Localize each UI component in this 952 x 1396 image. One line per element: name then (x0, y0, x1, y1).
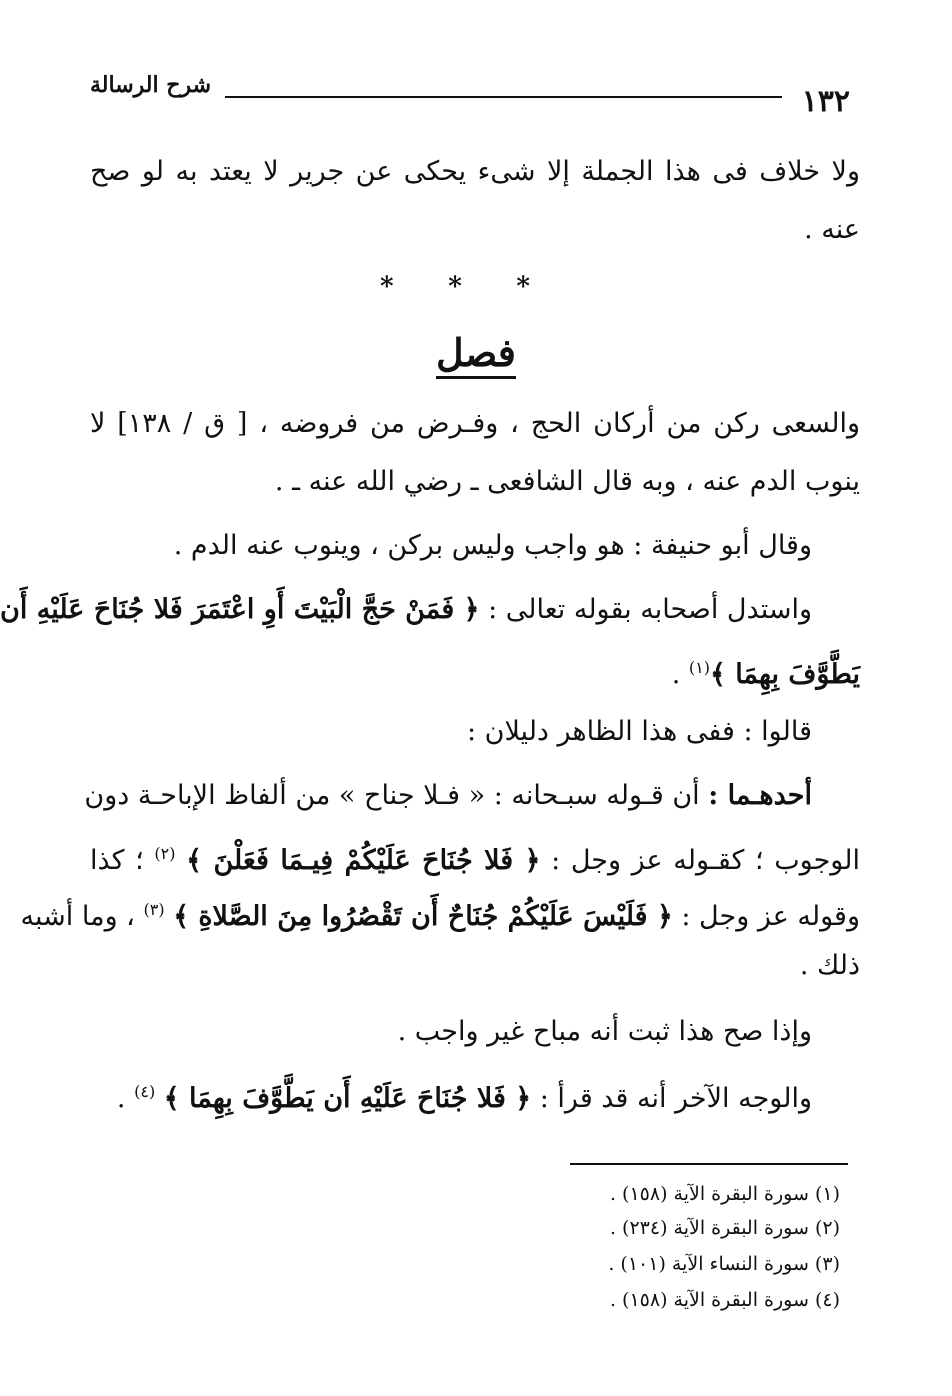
star-ornament: * (380, 272, 394, 302)
quran-verse: يَطَّوَّفَ بِهِمَا ﴾ (709, 659, 860, 690)
header-rule (225, 96, 782, 98)
text-line (90, 834, 860, 881)
footnote-ref: (٢) (154, 844, 176, 863)
line-end: . (116, 1083, 126, 1114)
section-title: فصل (436, 330, 516, 375)
footnote: (٣) سورة النساء الآية (١٠١) . (608, 1253, 840, 1275)
page-header (90, 72, 860, 119)
quran-verse: ﴿ فَلا جُنَاحَ عَلَيْهِ أَن يَطَّوَّفَ بِهِمَا ﴾ (163, 1083, 532, 1114)
text-line: والسعى ركن من أركان الحج ، وفـرض من فروضه ، [ ق / ١٣٨] لا (90, 408, 860, 439)
text-line (0, 590, 812, 630)
line-end: ، وما أشبه (20, 901, 135, 932)
footnote: (٢) سورة البقرة الآية (٢٣٤) . (609, 1217, 840, 1239)
star-ornament: * (516, 272, 530, 302)
text-line: ولا خلاف فى هذا الجملة إلا شىء يحكى عن جرير لا يعتد به لو صح (90, 156, 860, 187)
quran-verse: ﴿ فَمَنْ حَجَّ الْبَيْتَ أَوِ اعْتَمَرَ فَلا جُنَاحَ عَلَيْهِ أَن (0, 594, 480, 625)
page-number: ١٣٢ (801, 84, 850, 119)
footnote: (١) سورة البقرة الآية (١٥٨) . (609, 1183, 840, 1205)
text-line (20, 890, 860, 937)
text-line: ينوب الدم عنه ، وبه قال الشافعى ـ رضي الله عنه ـ . (274, 466, 860, 497)
text-line: قالوا : ففى هذا الظاهر دليلان : (466, 716, 812, 747)
quran-verse: ﴿ فَلَيْسَ عَلَيْكُمْ جُنَاحٌ أَن تَقْصُرُوا مِنَ الصَّلاةِ ﴾ (173, 901, 673, 932)
line-text: أن قـوله سبـحانه : « فـلا جناح » من ألفاظ الإباحـة دون (84, 780, 700, 811)
line-text: وقوله عز وجل : (681, 901, 860, 932)
line-end: . (671, 659, 681, 690)
text-line: ذلك . (799, 950, 860, 981)
section-separator (380, 272, 530, 302)
line-text: الوجوب ؛ كقـوله عز وجل : (551, 845, 860, 876)
footnote-ref: (٤) (134, 1082, 156, 1101)
text-line (90, 1072, 812, 1119)
quran-verse: ﴿ فَلا جُنَاحَ عَلَيْكُمْ فِيـمَا فَعَلْنَ ﴾ (186, 845, 541, 876)
footnote-rule (570, 1163, 848, 1165)
line-text: والوجه الآخر أنه قد قرأ : (539, 1083, 812, 1114)
text-line (90, 648, 860, 695)
footnote: (٤) سورة البقرة الآية (١٥٨) . (609, 1289, 840, 1311)
line-text: واستدل أصحابه بقوله تعالى : (488, 594, 812, 625)
star-ornament: * (448, 272, 462, 302)
text-line: عنه . (804, 214, 860, 245)
running-title: شرح الرسالة (90, 72, 212, 98)
text-line: وإذا صح هذا ثبت أنه مباح غير واجب . (397, 1016, 812, 1047)
line-end: ؛ كذا (90, 845, 144, 876)
footnote-ref: (٣) (143, 900, 165, 919)
bold-lead: أحدهـما : (708, 780, 812, 811)
footnote-ref: (١) (688, 658, 710, 677)
text-line (84, 776, 812, 816)
text-line: وقال أبو حنيفة : هو واجب وليس بركن ، وينوب عنه الدم . (173, 530, 812, 561)
